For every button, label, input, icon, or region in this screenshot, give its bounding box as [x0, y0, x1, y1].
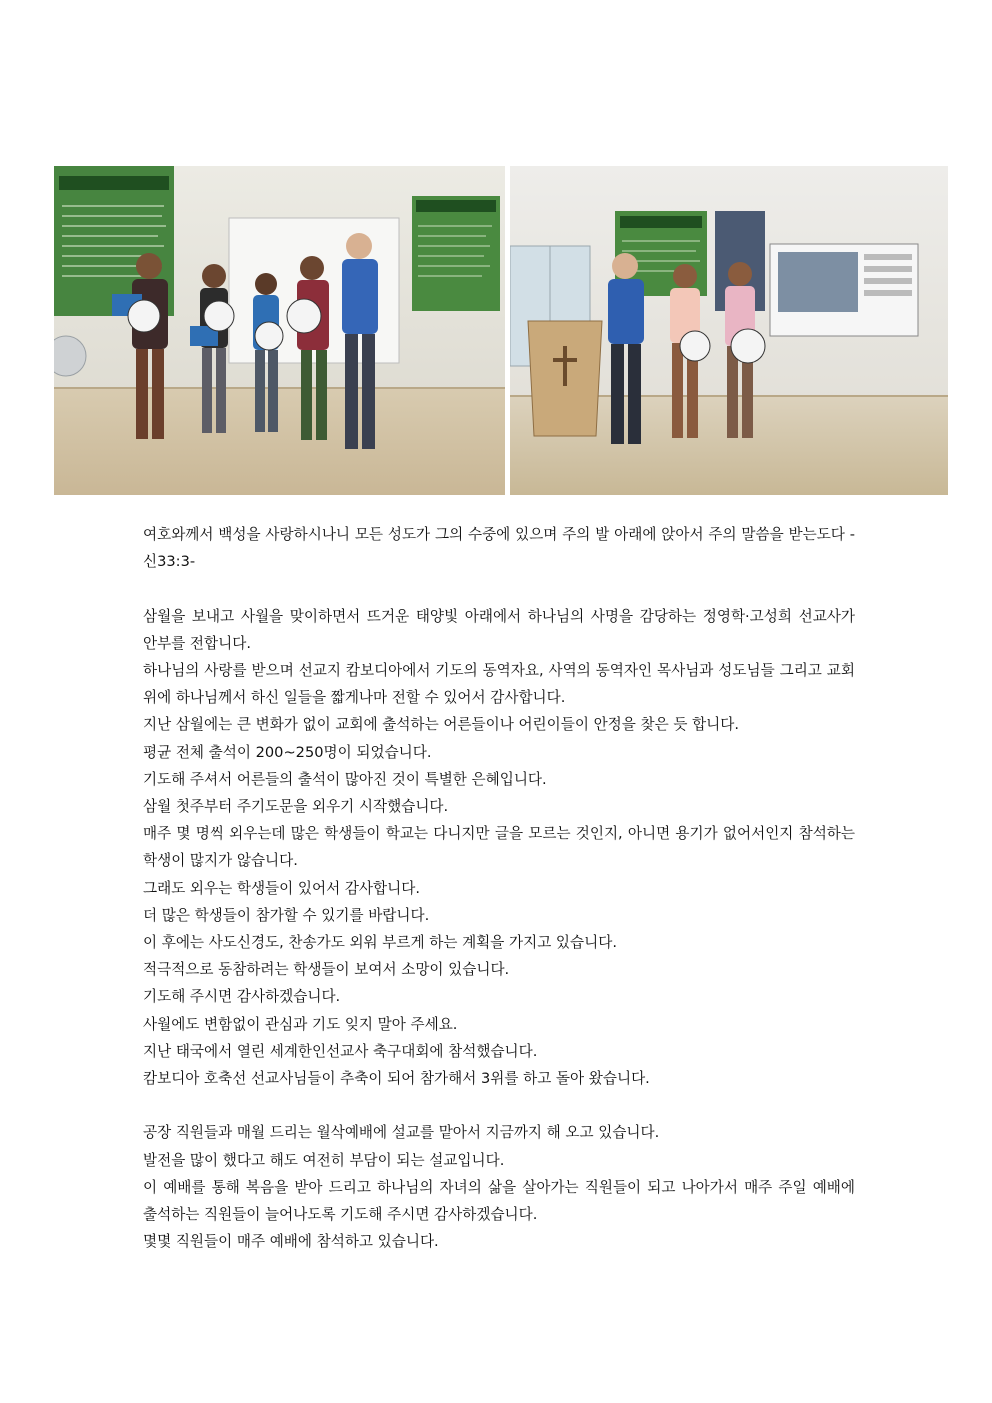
paragraph: 몇몇 직원들이 매주 예배에 참석하고 있습니다.	[143, 1233, 439, 1251]
photo-illustration	[510, 166, 948, 495]
bible-verse: 여호와께서 백성을 사랑하시나니 모든 성도가 그의 수중에 있으며 주의 발 아래에 앉아서 주의 말씀을 받는도다 -신33:3-	[143, 526, 855, 571]
paragraph: 기도해 주시면 감사하겠습니다.	[143, 988, 341, 1006]
paragraph: 발전을 많이 했다고 해도 여전히 부담이 되는 설교입니다.	[143, 1151, 505, 1169]
paragraph: 이 예배를 통해 복음을 받아 드리고 하나님의 자녀의 삶을 살아가는 직원들이 되고 나아가서 매주 주일 예배에 출석하는 직원들이 늘어나도록 기도해 주시면 감사하겠습니다.	[143, 1178, 855, 1224]
paragraph: 삼월 첫주부터 주기도문을 외우기 시작했습니다.	[143, 798, 449, 816]
paragraph: 지난 태국에서 열린 세계한인선교사 축구대회에 참석했습니다.	[143, 1042, 538, 1060]
paragraph: 더 많은 학생들이 참가할 수 있기를 바랍니다.	[143, 906, 430, 924]
paragraph: 적극적으로 동참하려는 학생들이 보여서 소망이 있습니다.	[143, 961, 510, 979]
paragraph: 공장 직원들과 매월 드리는 월삭예배에 설교를 맡아서 지금까지 해 오고 있습니다.	[143, 1124, 660, 1142]
photo-pulpit-screen	[510, 166, 948, 495]
paragraph: 이 후에는 사도신경도, 찬송가도 외워 부르게 하는 계획을 가지고 있습니다.	[143, 934, 617, 952]
paragraph: 매주 몇 명씩 외우는데 많은 학생들이 학교는 다니지만 글을 모르는 것인지, 아니면 용기가 없어서인지 참석하는 학생이 많지가 않습니다.	[143, 825, 855, 870]
photo-illustration	[54, 166, 505, 495]
paragraph: 지난 삼월에는 큰 변화가 없이 교회에 출석하는 어른들이나 어린이들이 안정을 찾은 듯 합니다.	[143, 716, 740, 734]
paragraph: 그래도 외우는 학생들이 있어서 감사합니다.	[143, 879, 420, 897]
paragraph: 평균 전체 출석이 200~250명이 되었습니다.	[143, 743, 432, 761]
paragraph: 사월에도 변함없이 관심과 기도 잊지 말아 주세요.	[143, 1015, 458, 1033]
letter-body	[143, 521, 855, 1255]
paragraph: 하나님의 사랑를 받으며 선교지 캄보디아에서 기도의 동역자요, 사역의 동역자인 목사님과 성도님들 그리고 교회 위에 하나님께서 하신 일들을 짧게나마 전할 수 있어서 감사합니다.	[143, 662, 855, 707]
paragraph: 캄보디아 호축선 선교사님들이 추축이 되어 참가해서 3위를 하고 돌아 왔습니다.	[143, 1070, 650, 1088]
paragraph: 기도해 주셔서 어른들의 출석이 많아진 것이 특별한 은혜입니다.	[143, 770, 547, 788]
paragraph: 삼월을 보내고 사월을 맞이하면서 뜨거운 태양빛 아래에서 하나님의 사명을 감당하는 정영학·고성희 선교사가 안부를 전합니다.	[143, 607, 855, 652]
photo-children-gifts	[54, 166, 505, 495]
